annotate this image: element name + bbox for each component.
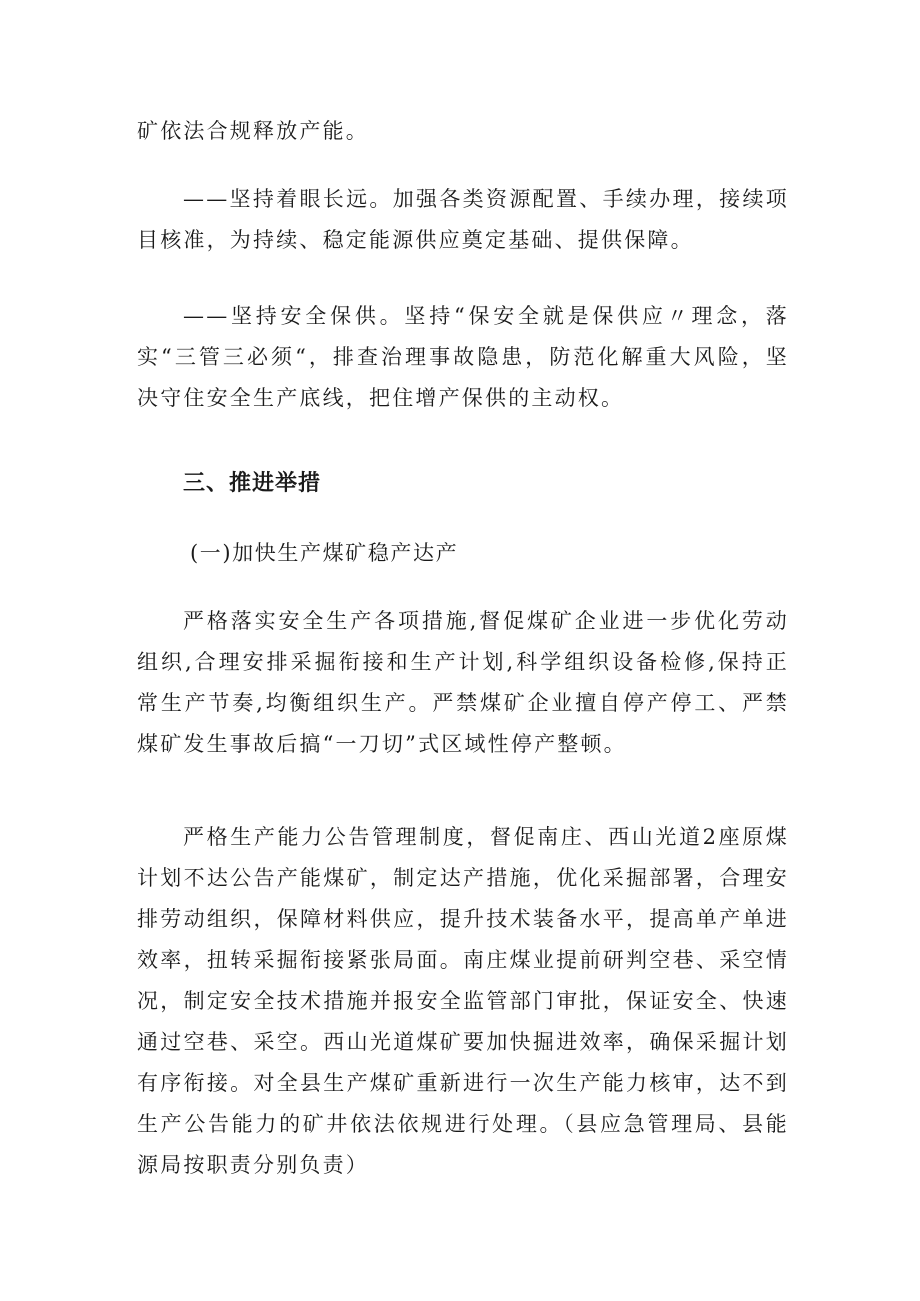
section-heading: 三、推进举措: [183, 471, 322, 496]
paragraph-release-capacity: 矿依法合规释放产能。: [137, 119, 369, 143]
paragraph-capacity-announcement: 严格生产能力公告管理制度，督促南庄、西山光道2座原煤计划不达公告产能煤矿，制定达产措施，优化采掘部署，合理安排劳动组织，保障材料供应，提升技术装备水平，提高单产单进效率，扭转采掘衔接紧张局面。南庄煤业提前研判空巷、采空情况，制定安全技术措施并报安全监管部门审批，保证安全、快速通过空巷、采空。西山光道煤矿要加快掘进效率，确保采掘计划有序衔接。对全县生产煤矿重新进行一次生产能力核审，达不到生产公告能力的矿井依法依规进行处理。（县应急管理局、县能源局按职责分别负责）: [137, 825, 789, 1177]
subsection-heading: (一)加快生产煤矿稳产达产: [190, 541, 459, 565]
paragraph-safety-supply: ——坚持安全保供。坚持“保安全就是保供应〃理念，落实“三管三必须“，排查治理事故隐患，防范化解重大风险，坚决守住安全生产底线，把住增产保供的主动权。: [137, 304, 789, 410]
paragraph-long-term: ——坚持着眼长远。加强各类资源配置、手续办理，接续项目核准，为持续、稳定能源供应奠定基础、提供保障。: [137, 187, 789, 252]
paragraph-safety-measures: 严格落实安全生产各项措施,督促煤矿企业进一步优化劳动组织,合理安排采掘衔接和生产计划,科学组织设备检修,保持正常生产节奏,均衡组织生产。严禁煤矿企业擅自停产停工、严禁煤矿发生事故后搞“一刀切”式区域性停产整顿。: [137, 609, 789, 756]
